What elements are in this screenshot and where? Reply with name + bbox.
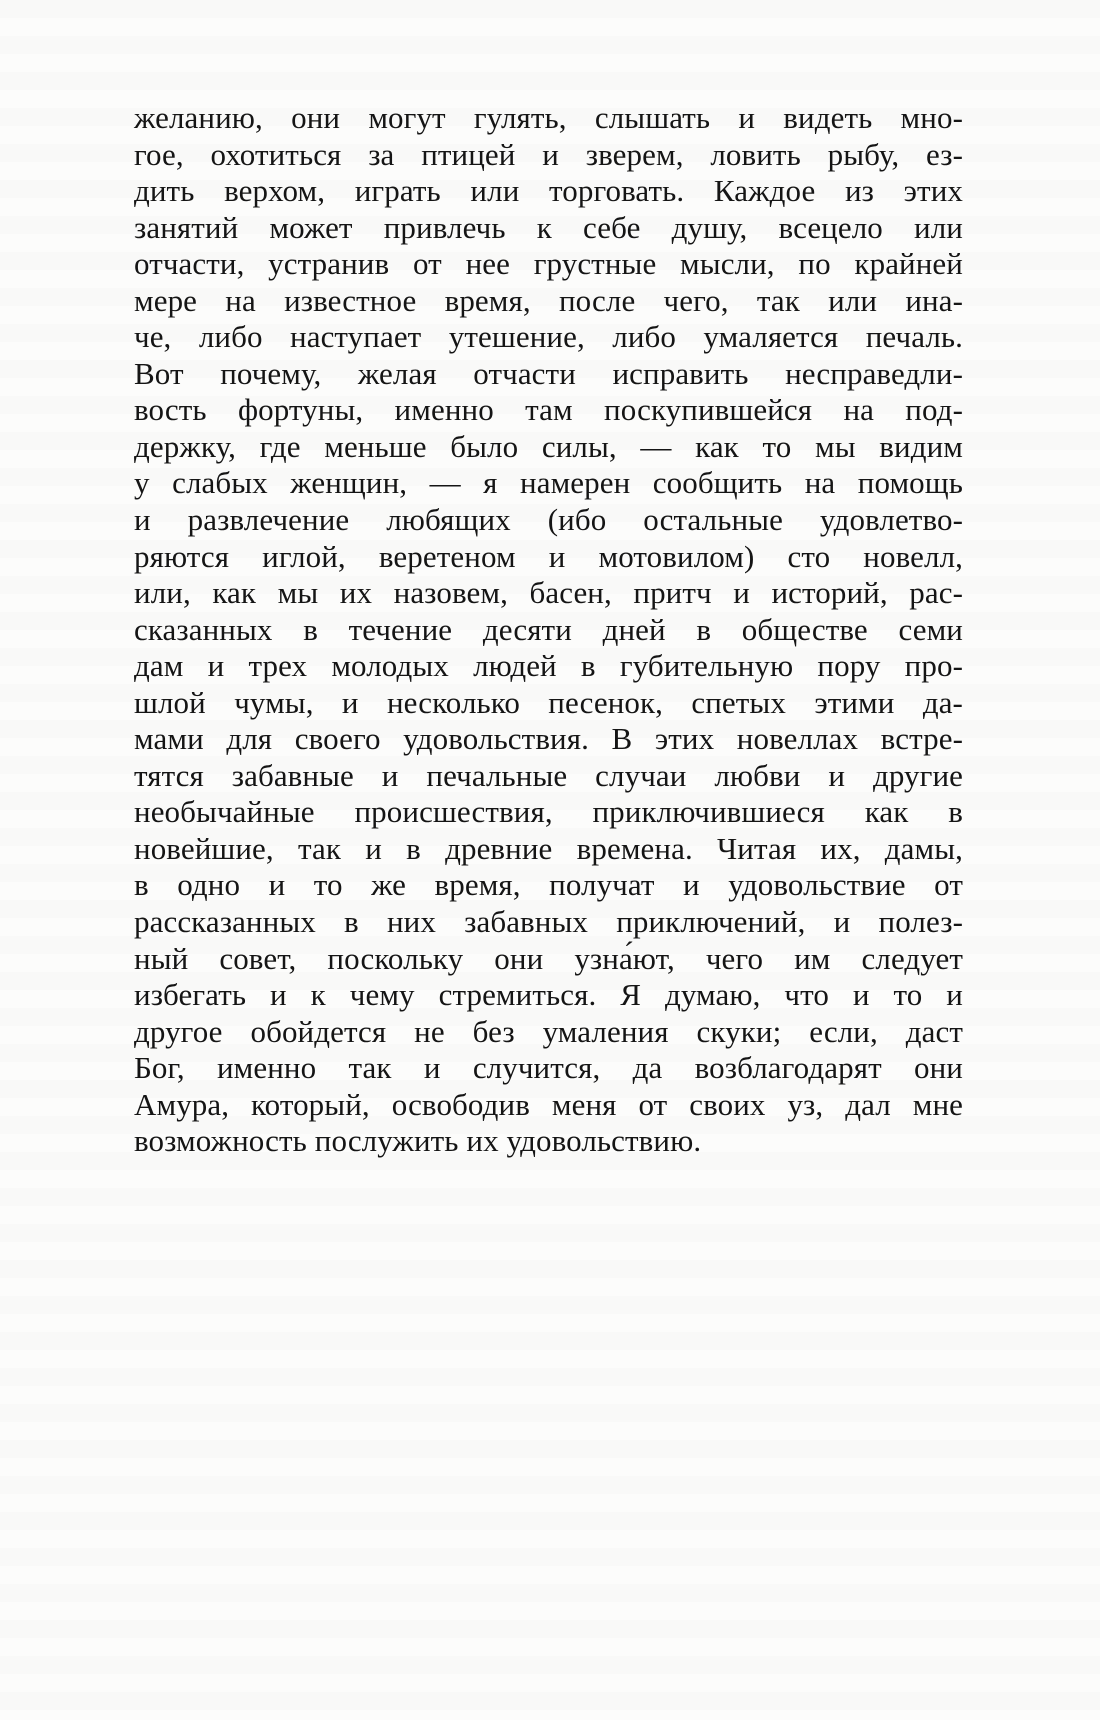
text-line: мами для своего удовольствия. В этих новеллах встре- (134, 721, 963, 757)
text-line: Вот почему, желая отчасти исправить несправедли- (134, 355, 963, 391)
text-line: другое обойдется не без умаления скуки; если, даст (134, 1013, 963, 1049)
text-line: че, либо наступает утешение, либо умаляется печаль. (134, 319, 963, 355)
text-line: дить верхом, играть или торговать. Каждое из этих (134, 173, 963, 209)
text-line: у слабых женщин, — я намерен сообщить на помощь (134, 465, 963, 501)
text-line: возможность послужить их удовольствию. (134, 1123, 702, 1159)
text-line: дам и трех молодых людей в губительную пору про- (134, 648, 963, 684)
text-line: Бог, именно так и случится, да возблагодарят они (134, 1050, 963, 1086)
text-line: ный совет, поскольку они узна́ют, чего им следует (134, 940, 963, 976)
text-line: Амура, который, освободив меня от своих уз, дал мне (134, 1086, 963, 1122)
text-line: занятий может привлечь к себе душу, всецело или (134, 209, 963, 245)
text-line: новейшие, так и в древние времена. Читая их, дамы, (134, 830, 963, 866)
text-line: желанию, они могут гулять, слышать и видеть мно- (134, 100, 963, 135)
text-line: отчасти, устранив от нее грустные мысли, по крайней (134, 246, 963, 282)
text-line: гое, охотиться за птицей и зверем, ловить рыбу, ез- (134, 136, 963, 172)
text-line: и развлечение любящих (ибо остальные удовлетво- (134, 502, 963, 538)
text-line: мере на известное время, после чего, так или ина- (134, 282, 963, 318)
text-line: сказанных в течение десяти дней в обществе семи (134, 611, 963, 647)
text-line: или, как мы их назовем, басен, притч и историй, рас- (134, 575, 963, 611)
text-line: рассказанных в них забавных приключений, и полез- (134, 904, 963, 940)
text-line: необычайные происшествия, приключившиеся как в (134, 794, 963, 830)
text-line: держку, где меньше было силы, — как то мы видим (134, 428, 963, 464)
text-line: тятся забавные и печальные случаи любви и другие (134, 757, 963, 793)
text-block (134, 100, 963, 1160)
text-line: шлой чумы, и несколько песенок, спетых этими да- (134, 684, 963, 720)
text-line: ряются иглой, веретеном и мотовилом) сто новелл, (134, 538, 963, 574)
text-line: в одно и то же время, получат и удовольствие от (134, 867, 963, 903)
text-line: вость фортуны, именно там поскупившейся на под- (134, 392, 963, 428)
text-line: избегать и к чему стремиться. Я думаю, что и то и (134, 977, 963, 1013)
